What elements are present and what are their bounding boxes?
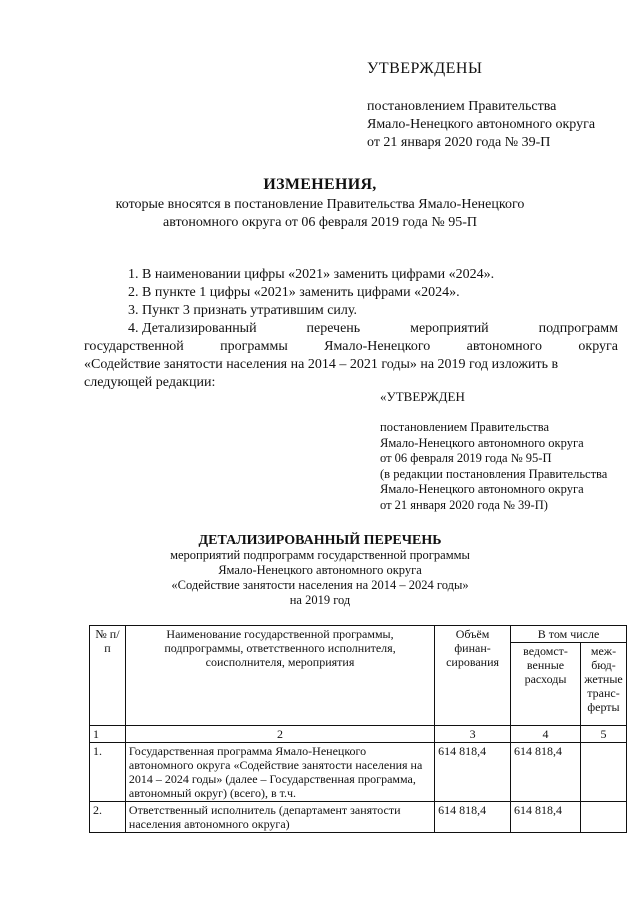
row-volume: 614 818,4 [435, 743, 511, 802]
subtitle-line: автономного округа от 06 февраля 2019 года № 95-П [162, 215, 477, 230]
approval-heading: УТВЕРЖДЕНЫ [367, 60, 483, 77]
word: программы [220, 339, 288, 354]
approval-line: от 21 января 2020 года № 39-П) [380, 497, 548, 512]
table-header-row [90, 626, 627, 643]
word: Ямало-Ненецкого [324, 339, 431, 354]
list-subtitle-line: Ямало-Ненецкого автономного округа [218, 563, 422, 577]
nested-approval-block [380, 420, 607, 513]
list-subtitle-line: «Содействие занятости населения на 2014 – 2024 годы» [171, 578, 469, 592]
approval-line: Ямало-Ненецкого автономного округа [380, 435, 584, 450]
change-item-3: 3. Пункт 3 признать утратившим силу. [128, 303, 357, 318]
list-title: ДЕТАЛИЗИРОВАННЫЙ ПЕРЕЧЕНЬ [198, 533, 442, 548]
measures-table [89, 625, 627, 833]
item4-line: следующей редакции: [84, 375, 216, 390]
word: мероприятий [410, 321, 489, 336]
approval-line: от 06 февраля 2019 года № 95-П [380, 451, 552, 465]
change-item-4-continuation [84, 338, 618, 392]
word: автономного [466, 339, 543, 354]
approval-line: постановлением Правительства [380, 420, 550, 434]
list-subtitle [0, 548, 640, 608]
index-cell: 4 [511, 726, 581, 743]
approval-line: от 21 января 2020 года № 39-П [367, 135, 551, 150]
header-name: Наименование государственной программы, подпрограммы, ответственного исполнителя, соисполнителя, мероприятия [125, 626, 434, 726]
list-subtitle-line: на 2019 год [289, 593, 351, 607]
change-item-2: 2. В пункте 1 цифры «2021» заменить цифрами «2024». [128, 285, 460, 300]
justified-line [128, 320, 618, 338]
header-including: В том числе [511, 626, 627, 643]
row-num: 1. [90, 743, 126, 802]
item4-line: «Содействие занятости населения на 2014 – 2021 годы» на 2019 год изложить в [84, 357, 559, 372]
justified-line [84, 338, 618, 356]
approval-line: Ямало-Ненецкого автономного округа [367, 117, 596, 132]
word: государственной [84, 339, 184, 354]
subtitle-line: которые вносятся в постановление Правительства Ямало-Ненецкого [115, 197, 525, 212]
table-index-row [90, 726, 627, 743]
word: 4. Детализированный [128, 321, 257, 336]
word: округа [578, 339, 618, 354]
list-subtitle-line: мероприятий подпрограмм государственной программы [170, 548, 470, 562]
approval-line: постановлением Правительства [367, 99, 557, 114]
word: перечень [306, 321, 361, 336]
header-num: № п/п [90, 626, 126, 726]
row-departmental: 614 818,4 [511, 802, 581, 833]
approval-block [367, 98, 595, 152]
row-volume: 614 818,4 [435, 802, 511, 833]
row-transfers [580, 802, 626, 833]
table-row [90, 802, 627, 833]
row-transfers [580, 743, 626, 802]
header-transfers: меж- бюд- жетные транс- ферты [580, 643, 626, 726]
index-cell: 2 [125, 726, 434, 743]
approval-line: Ямало-Ненецкого автономного округа [380, 482, 584, 496]
changes-subtitle [100, 196, 540, 232]
nested-approval-heading: «УТВЕРЖДЕН [380, 389, 465, 404]
index-cell: 3 [435, 726, 511, 743]
index-cell: 5 [580, 726, 626, 743]
row-name: Государственная программа Ямало-Ненецкого автономного округа «Содействие занятости населения на 2014 – 2024 годы» (далее – Государственная программа, автономный округ) (всего), в т.ч. [125, 743, 434, 802]
change-items [128, 266, 618, 320]
index-cell: 1 [90, 726, 126, 743]
word: подпрограмм [538, 321, 618, 336]
approval-line: (в редакции постановления Правительства [380, 466, 608, 481]
row-num: 2. [90, 802, 126, 833]
table-row [90, 743, 627, 802]
row-name: Ответственный исполнитель (департамент занятости населения автономного округа) [125, 802, 434, 833]
change-item-1: 1. В наименовании цифры «2021» заменить цифрами «2024». [128, 267, 495, 282]
row-departmental: 614 818,4 [511, 743, 581, 802]
changes-title: ИЗМЕНЕНИЯ, [263, 176, 377, 193]
header-volume: Объём финан- сирования [435, 626, 511, 726]
change-item-4 [128, 320, 618, 338]
header-departmental: ведомст- венные расходы [511, 643, 581, 726]
